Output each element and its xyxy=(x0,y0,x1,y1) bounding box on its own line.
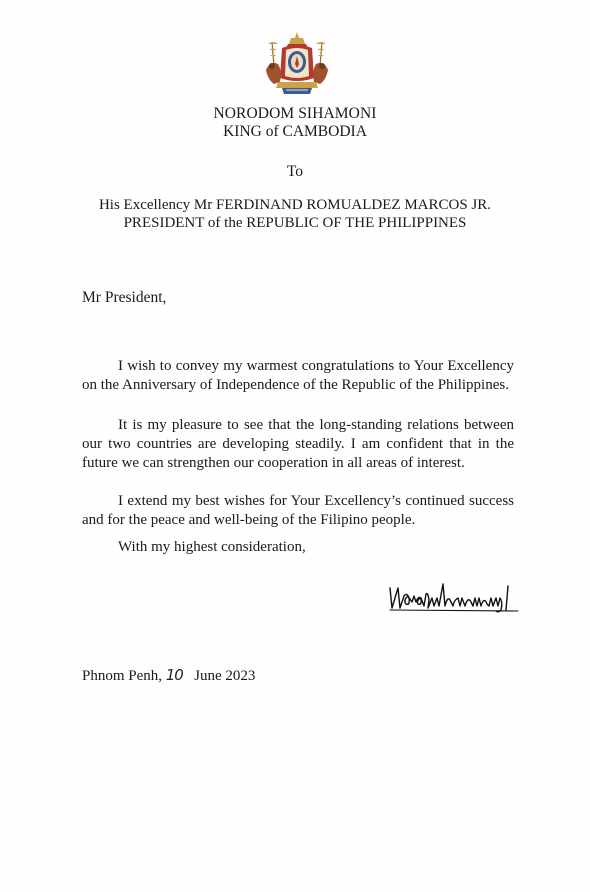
handwritten-signature xyxy=(388,580,528,614)
dateline xyxy=(82,666,255,685)
closing: With my highest consideration, xyxy=(118,539,306,555)
addressee-title: PRESIDENT of the REPUBLIC OF THE PHILIPPINES xyxy=(123,215,467,231)
dateline-place: Phnom Penh, xyxy=(82,668,163,684)
dateline-day: 10 xyxy=(165,666,183,684)
body-paragraph-1: I wish to convey my warmest congratulations to Your Excellency on the Anniversary of Independence of the Republic of the Philippines. xyxy=(82,358,514,393)
sender-title: KING of CAMBODIA xyxy=(223,123,367,140)
salutation: Mr President, xyxy=(82,289,167,306)
to-label: To xyxy=(286,163,304,180)
addressee-name: His Excellency Mr FERDINAND ROMUALDEZ MARCOS JR. xyxy=(98,197,492,213)
body-paragraph-2: It is my pleasure to see that the long-standing relations between our two countries are developing steadily. I am confident that in the future we can strengthen our cooperation in all areas of interest. xyxy=(82,417,514,471)
dateline-month-year: June 2023 xyxy=(194,668,256,684)
sender-name: NORODOM SIHAMONI xyxy=(213,105,377,122)
royal-coat-of-arms-icon xyxy=(262,30,332,98)
body-paragraph-3: I extend my best wishes for Your Excellency’s continued success and for the peace and well-being of the Filipino people. xyxy=(82,493,514,528)
